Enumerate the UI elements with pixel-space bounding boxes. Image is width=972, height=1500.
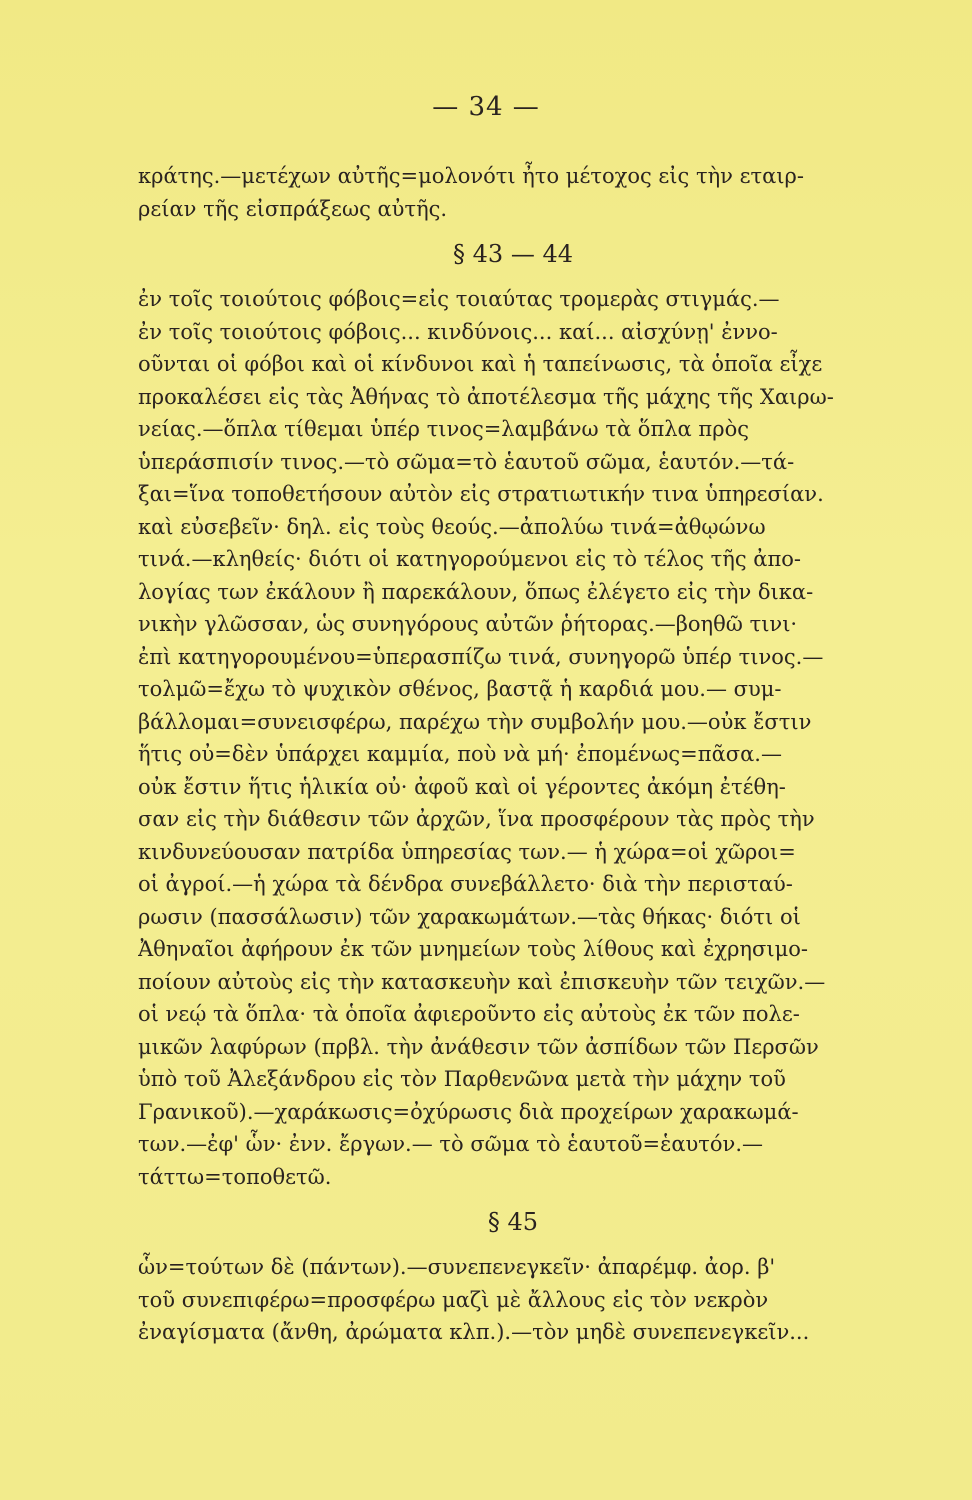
text-line: ὑπὸ τοῦ Ἀλεξάνδρου εἰς τὸν Παρθενῶνα μετὰ τὴν μάχην τοῦ <box>138 1067 786 1091</box>
text-line: Γρανικοῦ).—χαράκωσις=ὀχύρωσις διὰ προχείρων χαρακωμά- <box>138 1099 799 1124</box>
text-line: οὐκ ἔστιν ἥτις ἡλικία οὐ· ἀφοῦ καὶ οἱ γέροντες ἀκόμη ἐτέθη- <box>138 774 786 799</box>
text-line: τάττω=τοποθετῶ. <box>138 1164 332 1189</box>
text-line: νικὴν γλῶσσαν, ὡς συνηγόρους αὐτῶν ῥήτορας.—βοηθῶ τινι· <box>138 612 798 636</box>
text-line: κινδυνεύουσαν πατρίδα ὑπηρεσίας των.— ἡ χώρα=οἱ χῶροι= <box>138 839 796 864</box>
text-line: οῦνται οἱ φόβοι καὶ οἱ κίνδυνοι καὶ ἡ ταπείνωσις, τὰ ὁποῖα εἶχε <box>138 352 823 376</box>
text-line: οἱ ἀγροί.—ἡ χώρα τὰ δένδρα συνεβάλλετο· διὰ τὴν περισταύ- <box>138 872 793 896</box>
page-number: — 34 — <box>432 92 540 122</box>
text-line: ἐν τοῖς τοιούτοις φόβοις=εἰς τοιαύτας τρομερὰς στιγμάς.— <box>138 287 780 311</box>
text-line: ἐναγίσματα (ἄνθη, ἀρώματα κλπ.).—τὸν μηδὲ συνεπενεγκεῖν... <box>138 1320 810 1344</box>
text-line: βάλλομαι=συνεισφέρω, παρέχω τὴν συμβολήν μου.—οὐκ ἔστιν <box>138 709 812 734</box>
section-heading: § 43 — 44 <box>453 240 573 268</box>
text-line: τοῦ συνεπιφέρω=προσφέρω μαζὶ μὲ ἄλλους εἰς τὸν νεκρὸν <box>138 1287 769 1312</box>
text-line: προκαλέσει εἰς τὰς Ἀθήνας τὸ ἀποτέλεσμα τῆς μάχης τῆς Χαιρω- <box>138 384 834 409</box>
text-line: ξαι=ἵνα τοποθετήσουν αὐτὸν εἰς στρατιωτικήν τινα ὑπηρεσίαν. <box>138 482 824 506</box>
text-line: σαν εἰς τὴν διάθεσιν τῶν ἀρχῶν, ἵνα προσφέρουν τὰς πρὸς τὴν <box>138 807 815 831</box>
text-line: κράτης.—μετέχων αὐτῆς=μολονότι ἦτο μέτοχος εἰς τὴν εταιρ- <box>138 164 804 188</box>
text-line: τολμῶ=ἔχω τὸ ψυχικὸν σθένος, βαστᾷ ἡ καρδιά μου.— συμ- <box>138 677 782 701</box>
text-line: λογίας των ἐκάλουν ἢ παρεκάλουν, ὅπως ἐλέγετο εἰς τὴν δικα- <box>138 579 814 604</box>
text-line: ὧν=τούτων δὲ (πάντων).—συνεπενεγκεῖν· ἀπαρέμφ. ἀορ. β' <box>138 1255 776 1279</box>
text-line: τινά.—κληθείς· διότι οἱ κατηγορούμενοι εἰς τὸ τέλος τῆς ἀπο- <box>138 547 801 571</box>
text-line: ρωσιν (πασσάλωσιν) τῶν χαρακωμάτων.—τὰς θήκας· διότι οἱ <box>138 904 801 929</box>
text-line: μικῶν λαφύρων (πρβλ. τὴν ἀνάθεσιν τῶν ἀσπίδων τῶν Περσῶν <box>138 1034 819 1059</box>
text-line: ὑπεράσπισίν τινος.—τὸ σῶμα=τὸ ἑαυτοῦ σῶμα, ἑαυτόν.—τά- <box>138 449 795 474</box>
page-body <box>138 160 888 1349</box>
text-line: νείας.—ὅπλα τίθεμαι ὑπέρ τινος=λαμβάνω τὰ ὅπλα πρὸς <box>138 417 749 441</box>
text-line: των.—ἐφ' ὧν· ἐνν. ἔργων.— τὸ σῶμα τὸ ἑαυτοῦ=ἑαυτόν.— <box>138 1132 763 1156</box>
text-line: καὶ εὐσεβεῖν· δηλ. εἰς τοὺς θεούς.—ἀπολύω τινά=ἀθῳώνω <box>138 514 766 539</box>
section-heading: § 45 <box>487 1208 539 1236</box>
text-line: ρείαν τῆς εἰσπράξεως αὐτῆς. <box>138 196 448 221</box>
text-line: Ἀθηναῖοι ἀφήρουν ἐκ τῶν μνημείων τοὺς λίθους καὶ ἐχρησιμο- <box>138 937 808 961</box>
text-line: ἥτις οὐ=δὲν ὑπάρχει καμμία, ποὺ νὰ μή· ἐπομένως=πᾶσα.— <box>138 742 782 766</box>
text-line: ἐν τοῖς τοιούτοις φόβοις... κινδύνοις... καί... αἰσχύνῃ' ἐννο- <box>138 319 778 344</box>
text-line: ἐπὶ κατηγορουμένου=ὑπερασπίζω τινά, συνηγορῶ ὑπέρ τινος.— <box>138 644 824 669</box>
text-line: οἱ νεῴ τὰ ὅπλα· τὰ ὁποῖα ἀφιεροῦντο εἰς αὐτοὺς ἐκ τῶν πολε- <box>138 1002 800 1026</box>
text-line: ποίουν αὐτοὺς εἰς τὴν κατασκευὴν καὶ ἐπισκευὴν τῶν τειχῶν.— <box>138 969 826 994</box>
